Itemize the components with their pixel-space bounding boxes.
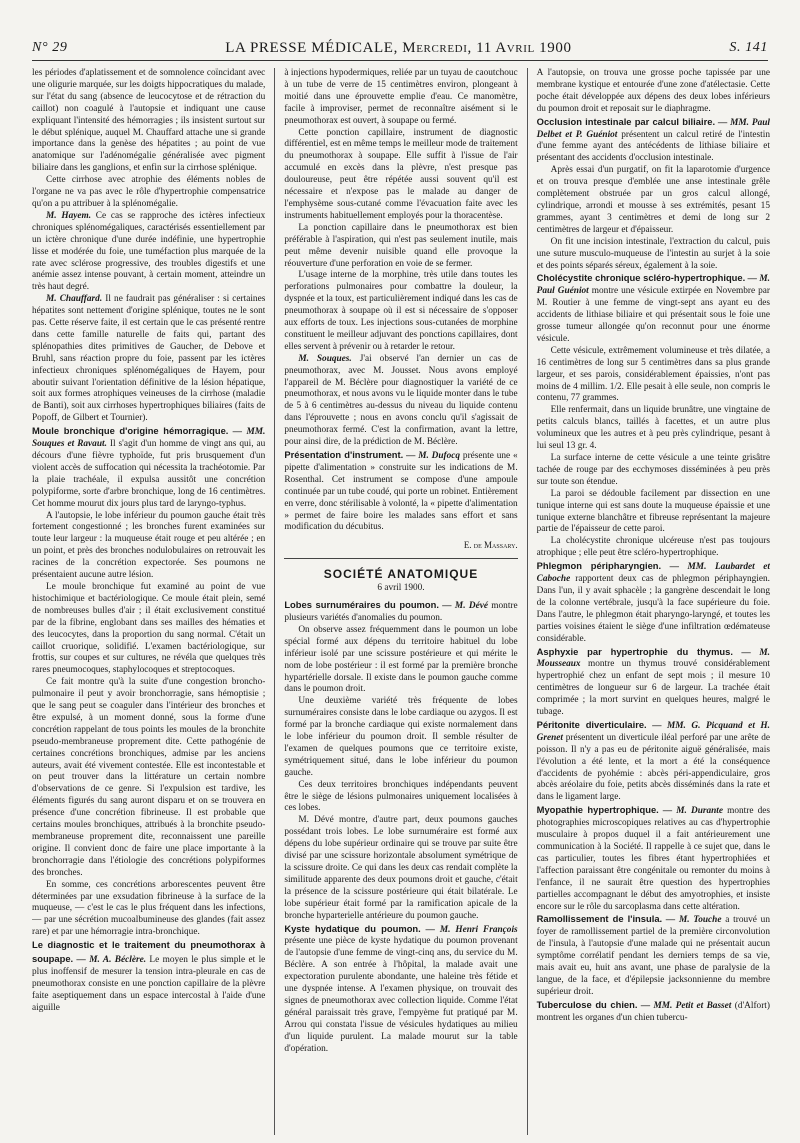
paragraph-text: montre plusieurs variétés d'anomalies du poumon. bbox=[284, 601, 518, 623]
section-heading: Le diagnostic et le traitement du pneumothorax à soupape. bbox=[32, 939, 266, 965]
speaker-name: — M. Dévé bbox=[438, 601, 488, 612]
section-heading: Péritonite diverticulaire. bbox=[536, 718, 647, 730]
section-heading: Asphyxie par hypertrophie du thymus. bbox=[536, 645, 733, 657]
masthead-title: LA PRESSE MÉDICALE, Mercredi, 11 Avril 1900 bbox=[225, 39, 572, 56]
section-heading: Moule bronchique d'origine hémorragique. bbox=[32, 425, 229, 437]
paragraph: Cette vésicule, extrêmement volumineuse et très dilatée, a 16 centimètres de long sur 5 centimètres dans sa plus grande largeur, et ses parois, considérablement épaissies, n'ont pas moins de 4 millim. 1/2. Elle pesait à elle seule, non compris le contenu, 77 grammes. bbox=[536, 345, 770, 404]
paragraph: Elle renfermait, dans un liquide brunâtre, une vingtaine de petits calculs blancs, taillés à facettes, et un autre plus volumineux que les autres et à peu près cylindrique, pesant à lui seul 13 gr. 4. bbox=[536, 405, 770, 452]
paragraph-text: montre une vésicule extirpée en Novembre par M. Routier à une femme de vingt-sept ans ayant eu des accidents de lithiase biliaire et qui présentait sous le foie une grosse tumeur allongée qu'on reconnut pour une énorme vésicule. bbox=[536, 286, 770, 344]
section-heading: Lobes surnuméraires du poumon. bbox=[284, 599, 439, 611]
section-heading: Présentation d'instrument. bbox=[284, 449, 404, 460]
paragraph-text: Le moyen le plus simple et le plus inoffensif de mesurer la tension intra-pleurale en cas de pneumothorax consiste en une ponction capillaire de la plèvre faite aseptiquement dans un espace intercostal à l'aide d'une aiguille bbox=[32, 955, 266, 1013]
society-title: SOCIÉTÉ ANATOMIQUE bbox=[323, 567, 479, 582]
paragraph bbox=[32, 294, 265, 425]
paragraph-text: J'ai observé l'an dernier un cas de pneumothorax, avec M. Jousset. Nous avons employé l'appareil de M. Béclère pour diagnostiquer la variété de ce pneumothorax, et nous avons vu le liquide monter dans le tube de 5 à 6 centimètres au-dessus du niveau du liquide contenu dans l'éprouvette ; nous en avons conclu qu'il s'agissait de pneumothorax fermé. C'est la confirmation, avant la lettre, pour ainsi dire, de la prédiction de M. Béclère. bbox=[284, 353, 518, 448]
paragraph-text: Ce cas se rapproche des ictères infectieux chroniques splénomégaliques, caractérisés essentiellement par un ictère chronique d'une durée indéfinie, une hypertrophie lisse et modérée du foie, une tuméfaction plus marquée de la rate avec sclérose progressive, des troubles digestifs et une anémie assez intense pouvant, à certain moment, atteindre un très haut degré. bbox=[32, 210, 266, 293]
paragraph bbox=[284, 354, 517, 449]
divider bbox=[284, 558, 517, 559]
paragraph-text: rapportent deux cas de phlegmon périphayngien. Dans l'un, il y avait sphacèle ; la gangrène descendait le long de la colonne vertébrale, jusqu'à la face supérieure du foie. Dans l'autre, le phlegmon était pharyngo-laryngé, et toutes les parties voisines étaient le siège d'une infiltration œdémateuse considérable. bbox=[536, 574, 770, 644]
paragraph: En somme, ces concrétions arborescentes peuvent être déterminées par une exsudation fibrineuse à la surface de la muqueuse, — c'est le cas le plus fréquent dans les infections, — par une sécrétion mucoalbumineuse des glandes (fait assez rare) et par une hémorragie intra-bronchique. bbox=[32, 879, 266, 938]
section-heading: Phlegmon péripharyngien. bbox=[536, 560, 662, 572]
paragraph-text: présente une « pipette d'alimentation » construite sur les indications de M. Rosenthal. Cet instrument se compose d'une ampoule continuée par un tube coudé, qui porte un robinet. Entièrement en verre, donc stérilisable à volonté, la « pipette d'alimentation » permet de faire boire les malades sans effort et sans modification du décubitus. bbox=[284, 451, 518, 533]
paragraph: Cette ponction capillaire, instrument de diagnostic différentiel, est en même temps le meilleur mode de traitement du pneumothorax à soupape. Elle suffit à l'issue de l'air accumulé en excès dans la plèvre, n'est presque pas douloureuse, peut être répétée aussi souvent qu'il est nécessaire et n'expose pas le malade au danger de l'emphysème sous-cutané comme l'évacuation faite avec les instruments habituellement employés pour la thoracentèse. bbox=[284, 127, 518, 221]
paragraph-text: Il ne faudrait pas généraliser : si certaines hépatites sont nettement d'origine splénique, toutes ne le sont pas. Cette réserve faite, il est certain que le cas présenté rentre dans cette famille naturelle de faits qui, partant des splénopathies dites primitives de Gaucher, de Debove et Bruhl, sans réaction propre du foie, passent par les ictères infectieux chroniques splénomégaliques de Hayem, pour aboutir suivant l'orientation définitive de la lésion hépatique, soit aux formes atrophiques veineuses de la cirrhose (maladie de Banti), soit aux cirrhoses hypertrophiques biliaires (faits de Popoff, de Gilbert et Tournier). bbox=[32, 294, 266, 424]
paragraph: La cholécystite chronique ulcéreuse n'est pas toujours atrophique ; elle peut être scléro-hypertrophique. bbox=[536, 536, 770, 559]
paragraph-text: présentent un calcul retiré de l'intestin d'une femme ayant des antécédents de lithiase biliaire et présentant des accidents d'occlusion intestinale. bbox=[536, 129, 770, 164]
paragraph: L'usage interne de la morphine, très utile dans toutes les perforations pulmonaires pour combattre la douleur, la dyspnée et la toux, est particulièrement indiqué dans les cas de pneumothorax à soupape où il est si nécessaire de s'opposer aux efforts de toux. Les injections sous-cutanées de morphine constituent le meilleur adjuvant des ponctions capillaires, dont elles servent à prévenir ou à retarder le retour. bbox=[284, 270, 518, 352]
paragraph: M. Dévé montre, d'autre part, deux poumons gauches possédant trois lobes. Le lobe surnuméraire est formé aux dépens du lobe supérieur ordinaire qui se trouve par suite être divisé par une scissure horizontale absolument symétrique de la scissure droite. Ce qui dans les deux cas rendait complète la similitude apparente des deux poumons droit et gauche, c'était la présence de la scissure postérieure qui était bilatérale. Le lobe supérieur était formé par la ramification apicale de la bronche hyparterielle antérieure du poumon gauche. bbox=[284, 815, 518, 921]
speaker-name: — M. Henri François bbox=[420, 924, 518, 935]
paragraph: Cette cirrhose avec atrophie des éléments nobles de l'organe ne va pas avec le rôle d'hypertrophie compensatrice qu'on a pu attribuer à la splénomégalie. bbox=[32, 175, 266, 209]
section-heading: Ramollissement de l'insula. bbox=[536, 913, 663, 925]
paragraph-text: (d'Alfort) montrent les organes d'un chien tubercu- bbox=[536, 1000, 770, 1023]
speaker-name: — MM. Laubardet et Caboche bbox=[536, 562, 770, 585]
page-number: S. 141 bbox=[729, 40, 768, 55]
paragraph: les périodes d'aplatissement et de somnolence coïncidant avec une oligurie marquée, sur les doigts hippocratiques du malade, sur l'état du sang (absence de leucocytose et de rétraction du caillot) non coagulé à l'autopsie et indiquant une cause expliquant l'intensité des hémorragies ; ils insistent surtout sur le début splénique, auquel M. Chauffard attache une si grande importance dans la genèse des hépatites ; au point de vue anatomique sur l'adénomégalie généralisée avec pigment biliaire dans les ganglions, et enfin sur la cirrhose splénique. bbox=[32, 68, 266, 174]
paragraph: A l'autopsie, on trouva une grosse poche tapissée par une membrane kystique et entourée d'une zone d'atélectasie. Cette poche était développée aux dépens des deux lobes inférieurs du poumon droit et reposait sur le diaphragme. bbox=[536, 68, 770, 114]
section-heading: Tuberculose du chien. bbox=[536, 998, 638, 1010]
page-header bbox=[32, 36, 768, 61]
speaker-name: M. Chauffard. bbox=[46, 294, 103, 305]
paragraph-text: montre des photographies microscopiques relatives au cas d'hypertrophie musculaire à propos duquel il a fait antérieurement une communication à la Société. Il rappelle à ce sujet que, dans le cas particulier, toutes les fibres étant hypertrophiées et l'affection paraissant être congénitale ou remonter du moins à l'enfance, il ne saurait être question des hypertrophies partielles accompagnant le début des amyotrophies, et insiste encore sur le rôle du sarcoplasma dans cette altération. bbox=[536, 806, 770, 912]
paragraph: Ces deux territoires bronchiques indépendants peuvent être le siège de lésions pulmonaires uniquement localisées à ces lobes. bbox=[284, 779, 518, 814]
speaker-name: — MM. Paul Delbet et P. Guéniot bbox=[536, 117, 770, 140]
speaker-name: — M. A. Béclère. bbox=[73, 955, 147, 966]
column-3 bbox=[527, 68, 770, 1135]
paragraph-text: présente une pièce de kyste hydatique du poumon provenant de l'autopsie d'une femme de vingt-cinq ans, du service du M. Béclère. A son entrée à l'hôpital, la malade avait une expectoration purulente abondante, une haleine très fétide et une dyspnée intense. A l'examen physique, on trouvait des signes de pneumothorax avec collection liquide. Comme l'état général paraissait très grave, l'empyème fut pratiqué par M. Arrou qui constata l'issue de vésicules hydatiques au milieu d'un liquide purulent. La malade mourut sur la table d'opération. bbox=[284, 936, 518, 1054]
speaker-name: — MM. Petit et Basset bbox=[637, 1000, 732, 1011]
paragraph: A l'autopsie, le lobe inférieur du poumon gauche était très fortement congestionné ; les bronches furent examinées sur toute leur largeur : la muqueuse était rouge et peu altérée ; en un point, et près des bronches nodulobulaires on retrouvait les racines de la concrétion expectorée. Ses poumons ne présentaient aucune autre lésion. bbox=[32, 510, 266, 581]
paragraph: On observe assez fréquemment dans le poumon un lobe spécial formé aux dépens du territoire habituel du lobe inférieur isolé par une scissure postérieure et qui mérite le nom de lobe postérieur : il est formé par la première bronche hypartérielle dorsale. Il existe dans le poumon gauche comme dans le poumon droit. bbox=[284, 624, 518, 695]
paragraph: Une deuxième variété très fréquente de lobes surnuméraires consiste dans le lobe cardiaque ou azygos. Il est formé par la bronche cardiaque qui existe normalement dans le lobe inférieur du poumon droit. Il semble résulter de l'examen de quelques poumons que ce territoire existe, symétriquement situé, dans le lobe inférieur du poumon gauche. bbox=[284, 696, 518, 778]
paragraph-text: a trouvé un foyer de ramollissement partiel de la première circonvolution de l'insula, à l'autopsie d'une malade qui ne présentait aucun symptôme corrélatif pendant les derniers temps de sa vie, mais avait eu, huit ans avant, une phase de paralysie de la langue, de la face, et d'épilepsie jacksonnienne du membre supérieur droit. bbox=[536, 915, 770, 997]
speaker-name: M. Hayem. bbox=[46, 210, 92, 221]
paragraph bbox=[32, 211, 265, 294]
signature: E. de Massary. bbox=[463, 540, 518, 551]
paragraph-text: montre un thymus trouvé considérablement hypertrophié chez un enfant de sept mois ; il mesure 10 centimètres de longueur sur 6 de largeur. La trachée était comprimée ; la mort survint en quelques heures, malgré le tubage. bbox=[536, 659, 770, 718]
paragraph: Ce fait montre qu'à la suite d'une congestion broncho-pulmonaire il peut y avoir bronchorragie, sans hémoptisie ; que le sang peut se coaguler dans l'intérieur des bronches et être expulsé, à un moment donné, sous la forme d'une concrétion rappelant de tous points les moules de la bronchite pseudo-membraneuse proprement dite. Cette pathogénie de certaines concrétions bronchiques, admise par les anciens auteurs, avait été vivement contestée. Elle est incontestable et on peut trouver dans la littérature un certain nombre d'observations de ce genre. Si l'expulsion est tardive, les éléments figurés du sang auront disparu et on se trouvera en présence d'une concrétion fibrineuse. Il est probable que certains moules bronchiques, attribués à la bronchite pseudo-membraneuse proprement dite, reconnaissent une pareille origine. Il convient donc de faire une place importante à la bronchorragie dans l'étiologie des concrétions polypiformes des bronches. bbox=[32, 677, 266, 878]
section-heading: Kyste hydatique du poumon. bbox=[284, 922, 421, 934]
column-2 bbox=[274, 68, 517, 1135]
speaker-name: — M. Dufocq bbox=[403, 451, 461, 461]
section-heading: Cholécystite chronique scléro-hypertrophique. bbox=[536, 272, 746, 284]
paragraph: La ponction capillaire dans le pneumothorax est bien préférable à l'aspiration, qui n'est pas seulement inutile, mais peut même devenir nuisible quand elle provoque la réouverture d'une perforation en voie de se fermer. bbox=[284, 222, 518, 269]
speaker-name: M. Souques. bbox=[298, 353, 352, 364]
column-1 bbox=[32, 68, 265, 1135]
paragraph: Le moule bronchique fut examiné au point de vue histochimique et bactériologique. Ce moule était plein, semé de nombreuses bulles d'air ; il était exclusivement constitué par de la fibrine, englobant dans ses mailles des hématies et des leucocytes, dans la proportion du sang normal. C'était un caillot cruorique, solidifié. L'examen bactériologique, sur frottis, sur coupes et sur cultures, ne révéla que quelques très rares pneumocoques, staphylocoques et streptocoques. bbox=[32, 581, 266, 676]
paragraph: Après essai d'un purgatif, on fit la laparotomie d'urgence et on trouva presque d'emblée une anse intestinale grêle complètement obstruée par un gros calcul allongé, cylindrique, arrondi et mousse à ses extrémités, pesant 15 grammes, ayant 3 centimètres et demi de long sur 2 centimètres de largeur et d'épaisseur. bbox=[536, 165, 770, 235]
issue-number: N° 29 bbox=[32, 40, 68, 55]
speaker-name: — MM. Souques et Ravaut. bbox=[32, 427, 266, 450]
paragraph: à injections hypodermiques, reliée par un tuyau de caoutchouc à un tube de verre de 15 centimètres environ, plongeant à moitié dans une éprouvette emplie d'eau. Ce manomètre, facile à improviser, permet de reconnaître aisément si le pneumothorax est ouvert, à soupape ou fermé. bbox=[284, 68, 518, 126]
paragraph: La paroi se dédouble facilement par dissection en une tunique interne qui est sans doute la muqueuse épaissie et une tunique externe blanchâtre et fibreuse représentant la majeure partie de l'épaisseur de cette paroi. bbox=[536, 488, 770, 535]
speaker-name: — M. Mousseaux bbox=[536, 647, 770, 670]
speaker-name: — M. Paul Guéniot bbox=[536, 274, 770, 297]
paragraph: On fit une incision intestinale, l'extraction du calcul, puis une suture musculo-muqueuse de l'intestin au surjet à la soie et des points séparés séreux, également à la soie. bbox=[536, 236, 770, 271]
section-heading: Myopathie hypertrophique. bbox=[536, 804, 659, 816]
paragraph: La surface interne de cette vésicule a une teinte grisâtre tachée de rouge par des ecchymoses disséminées à peu près sur toute son étendue. bbox=[536, 453, 770, 487]
columns bbox=[32, 68, 770, 1135]
speaker-name: — MM. G. Picquand et H. Grenet bbox=[536, 720, 770, 743]
section-heading: Occlusion intestinale par calcul biliaire. bbox=[536, 115, 716, 127]
speaker-name: — M. Durante bbox=[658, 806, 724, 817]
speaker-name: — M. Touche bbox=[662, 915, 722, 926]
paragraph-text: présentent un diverticule iléal perforé par une arête de poisson. Il n'y a pas eu de péritonite aiguë généralisée, mais l'évolution a été lente, et la mort a été la conséquence d'accidents de pyohémie : abcès péri-appendiculaire, gros abcès aréolaire du foie, petits abcès disséminés dans la rate et dans le ligament large. bbox=[536, 732, 770, 803]
session-date: 6 avril 1900. bbox=[377, 583, 425, 594]
paragraph-text: Il s'agit d'un homme de vingt ans qui, au décours d'une fièvre typhoïde, fut pris brusquement d'un violent accès de suffocation qui nécessita la trachéotomie. Par la plaie trachéale, il expulsa aussitôt une concrétion polypiforme, sorte d'arbre bronchique, long de 16 centimètres. Cet homme mourut dix jours plus tard de laryngo-typhus. bbox=[32, 439, 266, 509]
